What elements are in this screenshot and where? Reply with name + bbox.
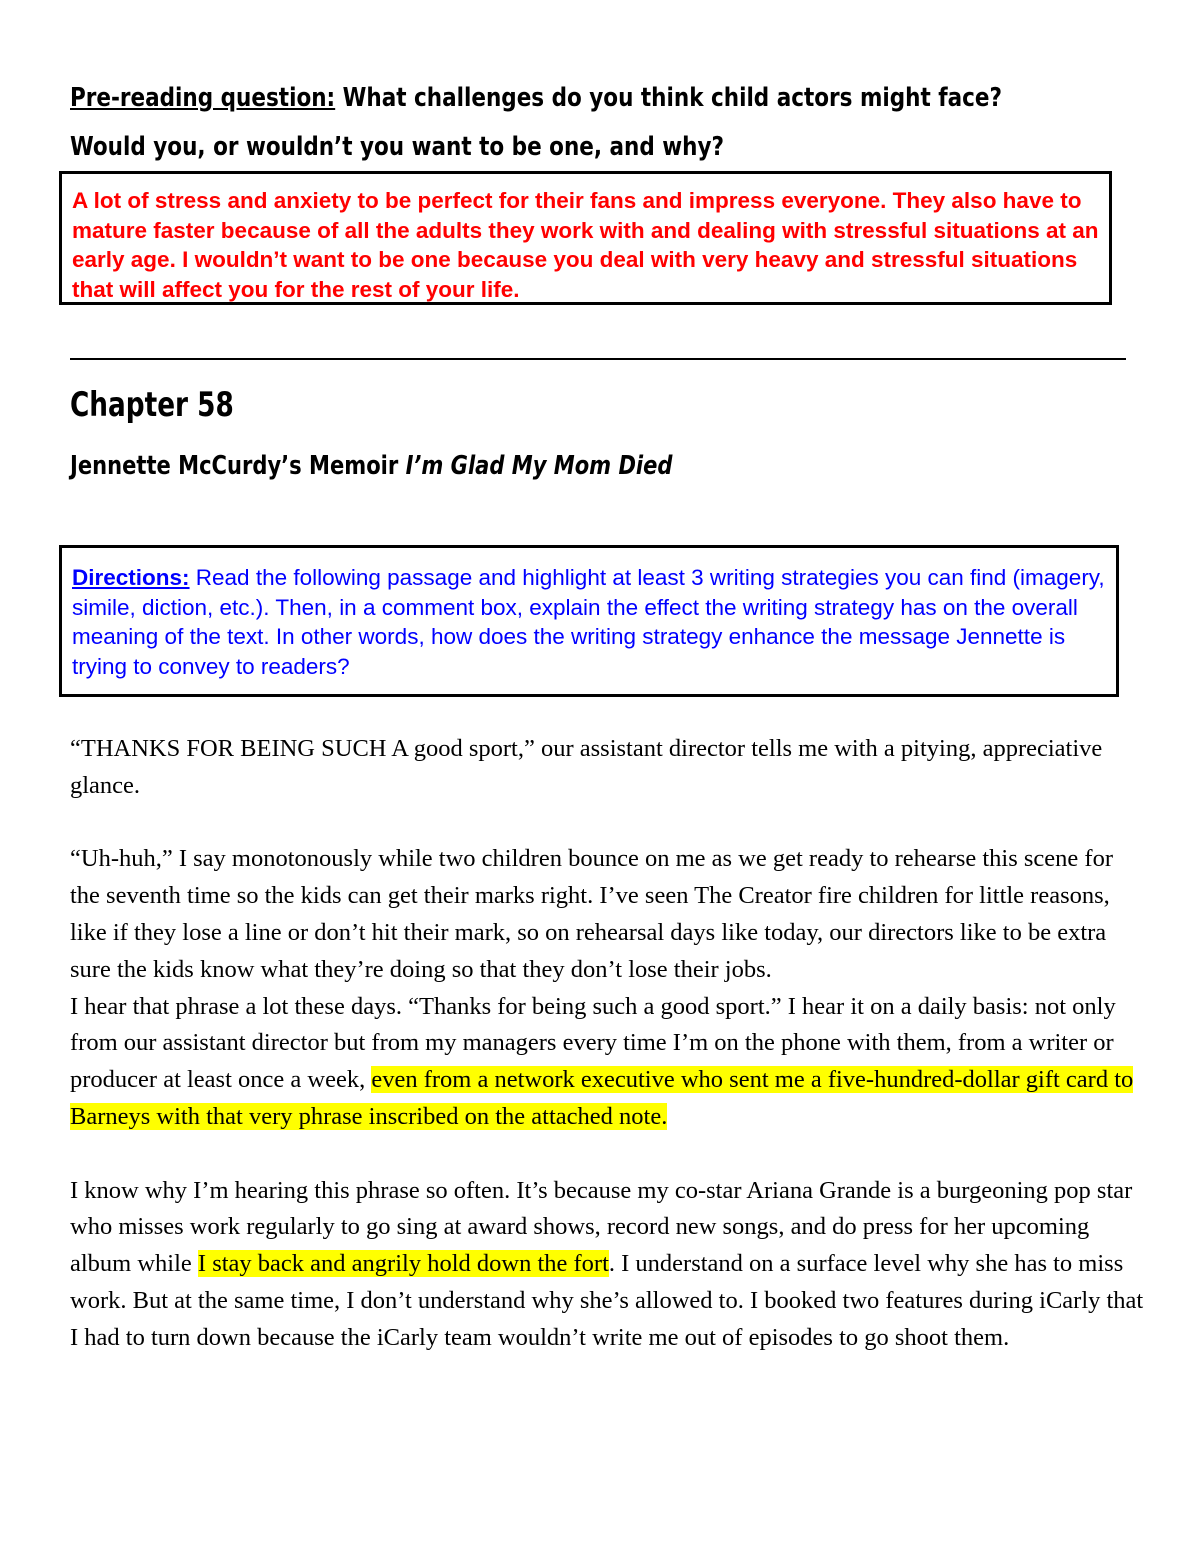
subtitle-prefix: Jennette McCurdy’s Memoir <box>70 451 406 481</box>
highlight-gift-card[interactable]: even from a network executive who sent me a five-hundred-dollar gift card to Barneys with that very phrase inscribed on the attached note. <box>70 1066 1134 1130</box>
answer-box[interactable] <box>59 171 1112 305</box>
passage-paragraph-4 <box>70 1173 1145 1357</box>
paragraph-4-text-end: . I understand on a surface level why she has to miss work. But at the same time, I don’t understand why she’s allowed to. I booked two features during iCarly that I had to turn down because the iCarly team wouldn’t write me out of episodes to go shoot them. <box>70 1250 1144 1351</box>
passage-paragraph-3 <box>70 989 1145 1136</box>
passage-paragraph-1: “THANKS FOR BEING SUCH A good sport,” our assistant director tells me with a pitying, appreciative glance. <box>70 735 1103 799</box>
directions-body: Read the following passage and highlight at least 3 writing strategies you can find (imagery, simile, diction, etc.). Then, in a comment box, explain the effect the writing strategy has on the overall meaning of the text. In other words, how does the writing strategy enhance the message Jennette is trying to convey to readers? <box>72 565 1105 679</box>
prereading-question <box>70 74 1045 172</box>
directions-text <box>72 563 1107 681</box>
paragraph-4-text-start: I know why I’m hearing this phrase so often. It’s because my co-star Ariana Grande is a burgeoning pop star who misses work regularly to go sing at award shows, record new songs, and do press for her upcoming album while <box>70 1176 1133 1278</box>
horizontal-rule <box>70 358 1126 360</box>
chapter-title: Chapter 58 <box>70 385 234 425</box>
book-title: I’m Glad My Mom Died <box>405 451 673 481</box>
answer-text: A lot of stress and anxiety to be perfect for their fans and impress everyone. They also have to mature faster because of all the adults they work with and dealing with stressful situations at an early age. I wouldn’t want to be one because you deal with very heavy and stressful situations that will affect you for the rest of your life. <box>72 188 1099 302</box>
directions-label: Directions: <box>72 565 190 590</box>
memoir-passage <box>70 731 1145 1357</box>
prereading-question-text: What challenges do you think child actors might face? Would you, or wouldn’t you want to be one, and why? <box>70 83 1002 162</box>
highlight-hold-down-fort[interactable]: I stay back and angrily hold down the fort <box>197 1250 609 1278</box>
prereading-label: Pre-reading question: <box>70 83 336 113</box>
paragraph-3-text: I hear that phrase a lot these days. “Thanks for being such a good sport.” I hear it on a daily basis: not only from our assistant director but from my managers every time I’m on the phone with them, from a writer or producer at least once a week, <box>70 992 1116 1094</box>
passage-paragraph-2: “Uh-huh,” I say monotonously while two children bounce on me as we get ready to rehearse this scene for the seventh time so the kids can get their marks right. I’ve seen The Creator fire children for little reasons, like if they lose a line or don’t hit their mark, so on rehearsal days like today, our directors like to be extra sure the kids know what they’re doing so that they don’t lose their jobs. <box>70 845 1113 983</box>
chapter-subtitle <box>70 448 672 484</box>
directions-box <box>59 545 1119 697</box>
